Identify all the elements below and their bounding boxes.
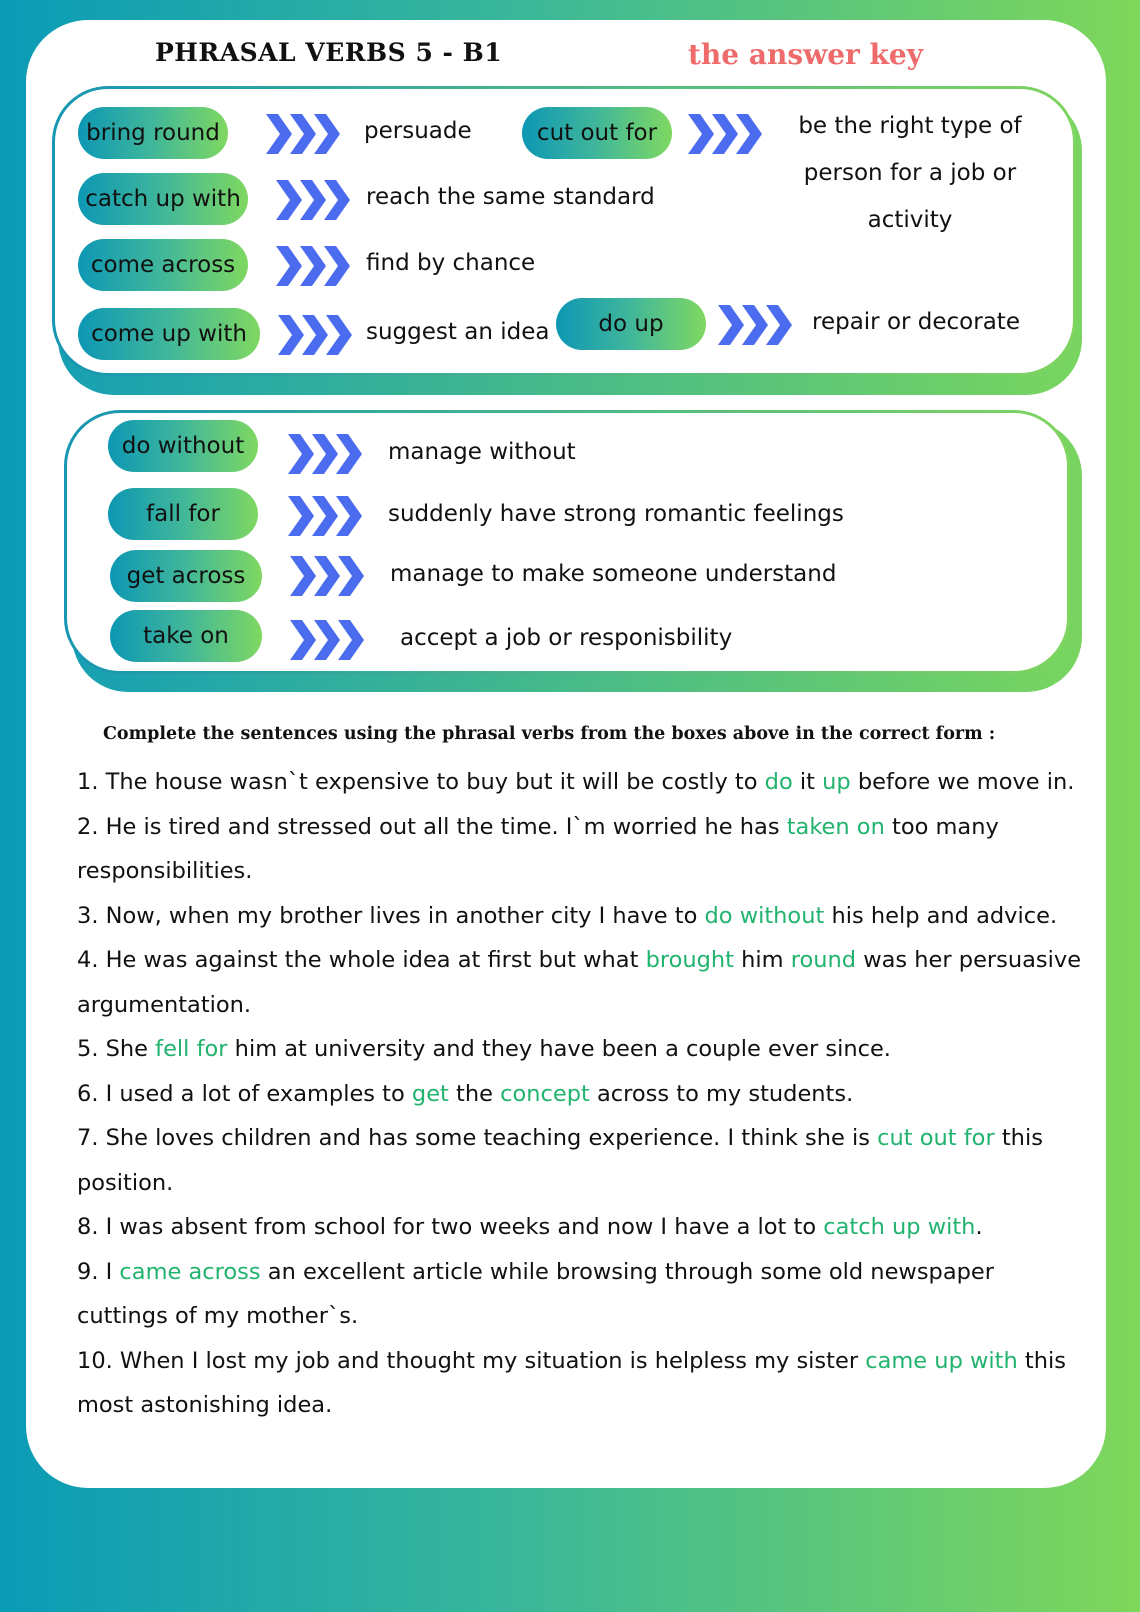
arrows-icon [290,620,368,660]
answer: cut out for [877,1125,995,1151]
arrows-icon [718,305,796,345]
definition-line: be the right type of [798,113,1022,139]
verb-pill-take-on: take on [110,610,262,662]
arrows-icon [688,114,766,154]
definition-line: activity [867,207,953,233]
definition-do-without: manage without [388,439,576,465]
sentence-3: 3. Now, when my brother lives in another city I have to do without his help and advice. [77,902,1058,929]
arrows-icon [288,496,366,536]
verb-pill-get-across: get across [110,550,262,602]
answer: came up with [865,1347,1018,1374]
answer: came across [119,1258,261,1285]
answer: get [411,1080,449,1107]
verb-pill-fall-for: fall for [108,488,258,540]
verb-pill-cut-out-for: cut out for [522,107,672,159]
answer: catch up with [823,1214,976,1240]
definition-bring-round: persuade [364,118,472,144]
answer: do [764,769,793,795]
definition-cut-out-for [780,103,1040,244]
verb-pill-do-without: do without [108,420,258,472]
arrows-icon [276,180,354,220]
arrows-icon [288,434,366,474]
answer: round [790,947,857,973]
arrows-icon [276,246,354,286]
sentence-1: 1. The house wasn`t expensive to buy but it will be costly to do it up before we move in. [77,769,1075,795]
sentence-8: 8. I was absent from school for two weeks and now I have a lot to catch up with. [77,1214,983,1240]
exercise-instructions: Complete the sentences using the phrasal verbs from the boxes above in the correct form : [103,724,996,744]
answer: taken on [786,813,885,840]
arrows-icon [278,315,356,355]
answer-key-label: the answer key [688,38,924,71]
answer: concept [500,1080,590,1107]
sentence-list [77,760,1087,1428]
verb-pill-come-across: come across [78,239,248,291]
sentence-6: 6. I used a lot of examples to get the concept across to my students. [77,1080,854,1107]
sentence-7: 7. She loves children and has some teaching experience. I think she is cut out for this position. [77,1125,1043,1196]
arrows-icon [290,556,368,596]
verb-pill-bring-round: bring round [78,107,228,159]
verb-pill-do-up: do up [556,298,706,350]
sentence-4: 4. He was against the whole idea at first but what brought him round was her persuasive argumentation. [77,947,1082,1018]
arrows-icon [266,114,344,154]
definition-catch-up-with: reach the same standard [366,184,655,210]
answer: up [822,769,851,795]
answer: fell for [155,1036,228,1062]
definition-do-up: repair or decorate [812,309,1020,335]
definition-come-across: find by chance [366,250,536,276]
sentence-9: 9. I came across an excellent article while browsing through some old newspaper cuttings of my mother`s. [77,1258,994,1329]
answer: brought [645,947,734,973]
definition-fall-for: suddenly have strong romantic feelings [388,501,844,527]
sentence-5: 5. She fell for him at university and they have been a couple ever since. [77,1036,891,1062]
definition-get-across: manage to make someone understand [390,561,837,587]
definition-take-on: accept a job or responisbility [400,625,733,651]
answer: do without [704,902,825,929]
sentence-2: 2. He is tired and stressed out all the time. I`m worried he has taken on too many responsibilities. [77,813,999,884]
page-title: PHRASAL VERBS 5 - B1 [155,38,503,67]
sentence-10: 10. When I lost my job and thought my situation is helpless my sister came up with this most astonishing idea. [77,1347,1066,1418]
definition-line: person for a job or [803,160,1017,186]
verb-pill-catch-up-with: catch up with [78,173,248,225]
definition-come-up-with: suggest an idea [366,319,550,345]
verb-pill-come-up-with: come up with [78,308,260,360]
